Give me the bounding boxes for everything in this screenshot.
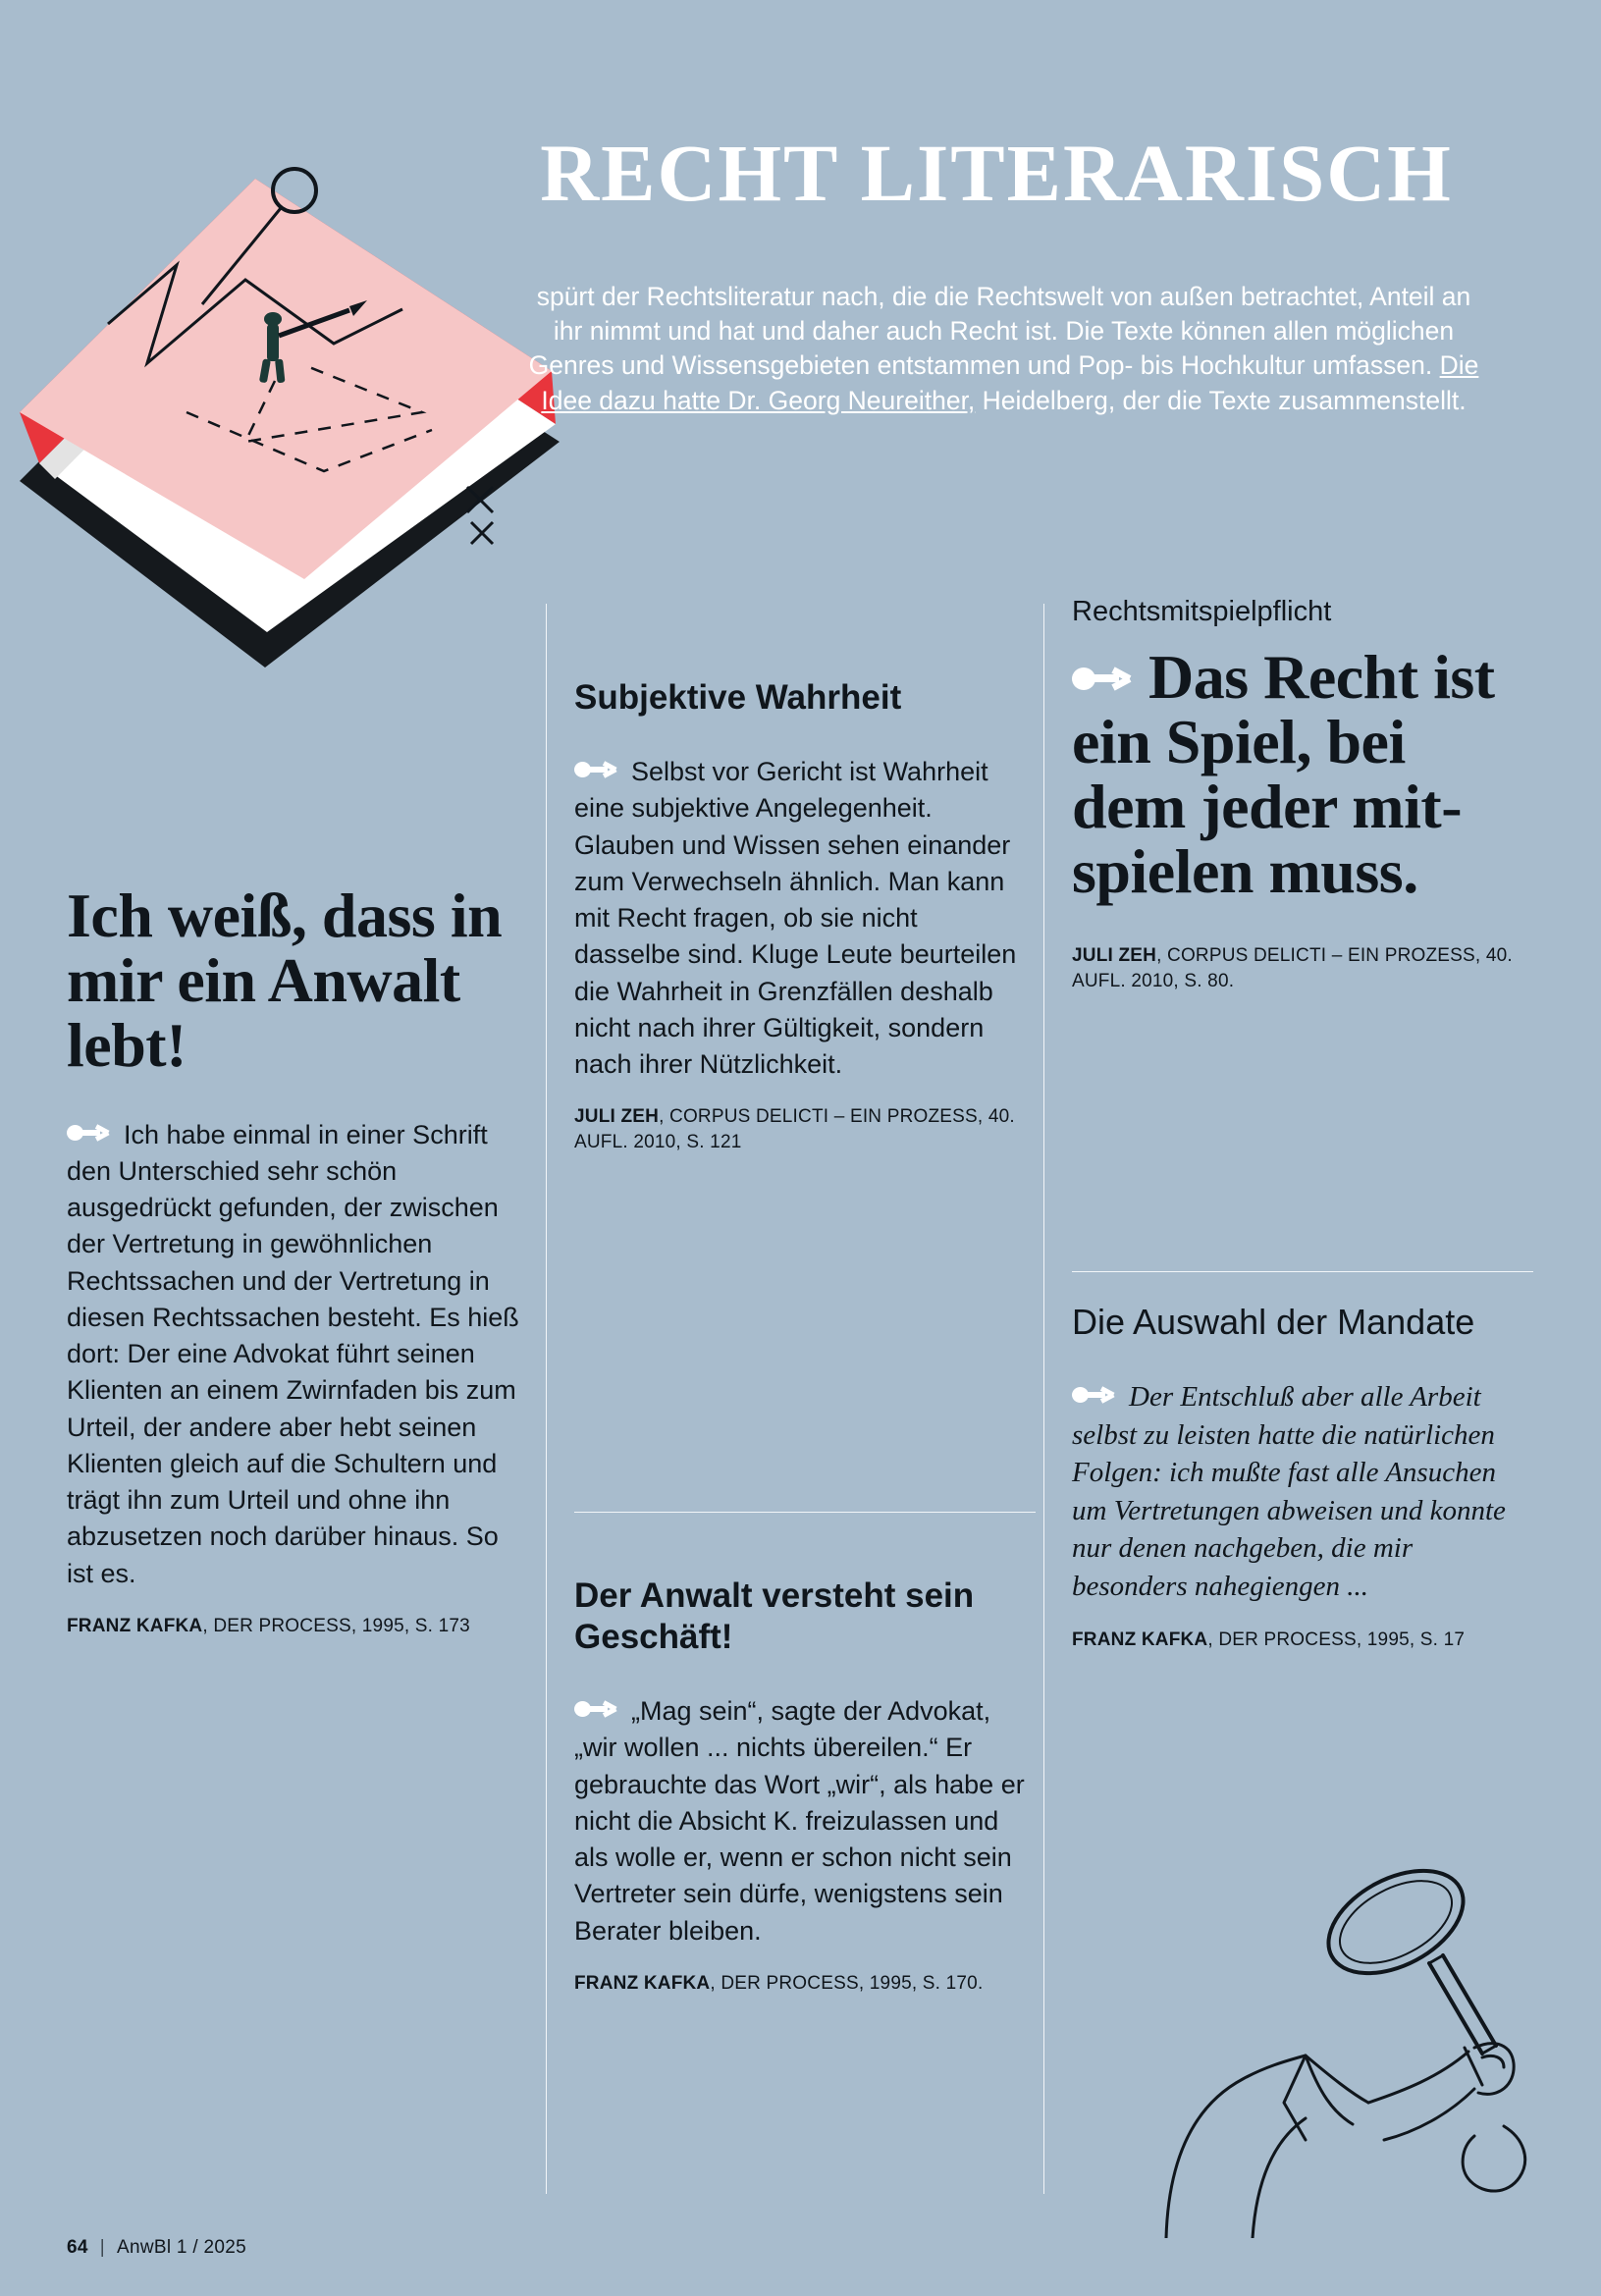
source-citation-kafka-170 (574, 1971, 1031, 1997)
quote-headline-text: Das Recht ist ein Spiel, bei dem jeder mit- spielen muss. (1072, 642, 1495, 906)
column-2-block-2 (574, 1575, 1031, 2015)
source-author: JULI ZEH (1072, 944, 1157, 966)
kicker-rechtsmitspielpflicht: Rechtsmitspielpflicht (1072, 596, 1332, 627)
source-author: JULI ZEH (574, 1106, 660, 1128)
masthead (0, 0, 1601, 589)
issue-label: AnwBl 1 / 2025 (116, 2237, 246, 2258)
section-rule-col2 (574, 1512, 1036, 1513)
column-1 (67, 883, 528, 1658)
quote-body-zeh-121 (574, 754, 1031, 1083)
heading-subjektive-wahrheit: Subjektive Wahrheit (574, 678, 902, 717)
column-rule-left (546, 604, 547, 2194)
quote-body-text: Ich habe einmal in einer Schrift den Unterschied sehr schön ausgedrückt gefunden, der zwischen der Vertretung in gewöhnlichen Rechtssachen und der Vertretung in diesen Rechtssachen besteht. Es hieß dort: Der eine Advokat führt seinen Klienten an einem Zwirnfaden bis zum Urteil, der andere aber hebt seinen Klienten gleich auf die Schultern und trägt ihn zum Urteil und ohne ihn abzusetzen noch darüber hinaus. So ist es. (67, 1119, 519, 1588)
footer (67, 2237, 246, 2259)
quote-headline-ich-weiss: Ich weiß, dass in mir ein Anwalt lebt! (67, 881, 503, 1080)
magnifier-illustration-icon (1158, 1845, 1551, 2238)
quote-ornament-icon (574, 1700, 617, 1718)
source-detail: , DER PROCESS, 1995, S. 17 (1207, 1629, 1466, 1650)
source-citation-kafka-173 (67, 1614, 528, 1639)
heading-der-anwalt-versteht: Der Anwalt versteht sein Geschäft! (574, 1576, 975, 1656)
quote-ornament-icon (574, 761, 617, 778)
column-3-block-2 (1072, 1301, 1533, 1671)
quote-body-text: Der Entschluß aber alle Arbeit selbst zu leisten hatte die natürlichen Folgen: ich mußte fast alle Ansuchen um Vertretungen abweisen und konnte nur denen nachgeben, die mir besonders nahegiengen ... (1072, 1381, 1506, 1602)
column-rule-right (1043, 604, 1044, 2194)
quote-ornament-icon (67, 1124, 110, 1142)
quote-body-kafka-173 (67, 1117, 528, 1592)
lede-part-2: Heidelberg, der die Texte zusammenstellt. (975, 385, 1467, 415)
quote-body-kafka-170 (574, 1693, 1031, 1949)
heading-die-auswahl-der-mandate: Die Auswahl der Mandate (1072, 1302, 1475, 1342)
column-2-block-1 (574, 677, 1031, 1174)
source-citation-zeh-121 (574, 1104, 1031, 1155)
page-number: 64 (67, 2237, 88, 2258)
quote-body-text: Selbst vor Gericht ist Wahrheit eine subjektive Angelegenheit. Glauben und Wissen sehen einander zum Verwechseln ähnlich. Man kann mit Recht fragen, ob sie nicht dasselbe sind. Kluge Leute beurteilen die Wahrheit in Grenzfällen deshalb nicht nach ihrer Gültigkeit, sondern nach ihrer Nützlichkeit. (574, 757, 1017, 1079)
lede-paragraph (520, 280, 1487, 418)
quote-ornament-icon (1072, 667, 1131, 692)
source-detail: , CORPUS DELICTI – EIN PROZESS, 40. AUFL. 2010, S. 80. (1072, 944, 1513, 991)
lede-part-1: spürt der Rechtsliteratur nach, die die Rechtswelt von außen betrachtet, Anteil an ihr nimmt und hat und daher auch Recht ist. Die Texte können allen möglichen Genres und Wissensgebieten entstammen und Pop- bis Hochkultur umfassen. (528, 282, 1471, 381)
quote-ornament-icon (1072, 1386, 1115, 1404)
source-author: FRANZ KAFKA (574, 1972, 711, 1994)
page-title: RECHT LITERARISCH (540, 128, 1453, 218)
source-detail: , DER PROCESS, 1995, S. 173 (202, 1615, 470, 1636)
source-detail: , CORPUS DELICTI – EIN PROZESS, 40. AUFL. 2010, S. 121 (574, 1106, 1015, 1153)
source-citation-kafka-17 (1072, 1628, 1533, 1653)
footer-separator: | (99, 2237, 105, 2258)
quote-headline-das-recht (1072, 642, 1533, 906)
lede-credit-link[interactable]: Die Idee dazu hatte Dr. Georg Neureither, (541, 350, 1479, 415)
section-rule-col3 (1072, 1271, 1533, 1272)
quote-body-kafka-17 (1072, 1378, 1533, 1605)
source-author: FRANZ KAFKA (67, 1615, 203, 1636)
quote-body-text: „Mag sein“, sagte der Advokat, „wir wollen ... nichts übereilen.“ Er gebrauchte das Wort „wir“, als habe er nicht die Absicht K. freizulassen und als wolle er, wenn er schon nicht sein Vertreter sein dürfe, wenigstens sein Berater bleiben. (574, 1696, 1025, 1946)
source-author: FRANZ KAFKA (1072, 1629, 1208, 1650)
column-3-block-1 (1072, 594, 1533, 1013)
source-citation-zeh-80 (1072, 943, 1533, 994)
source-detail: , DER PROCESS, 1995, S. 170. (710, 1972, 984, 1994)
